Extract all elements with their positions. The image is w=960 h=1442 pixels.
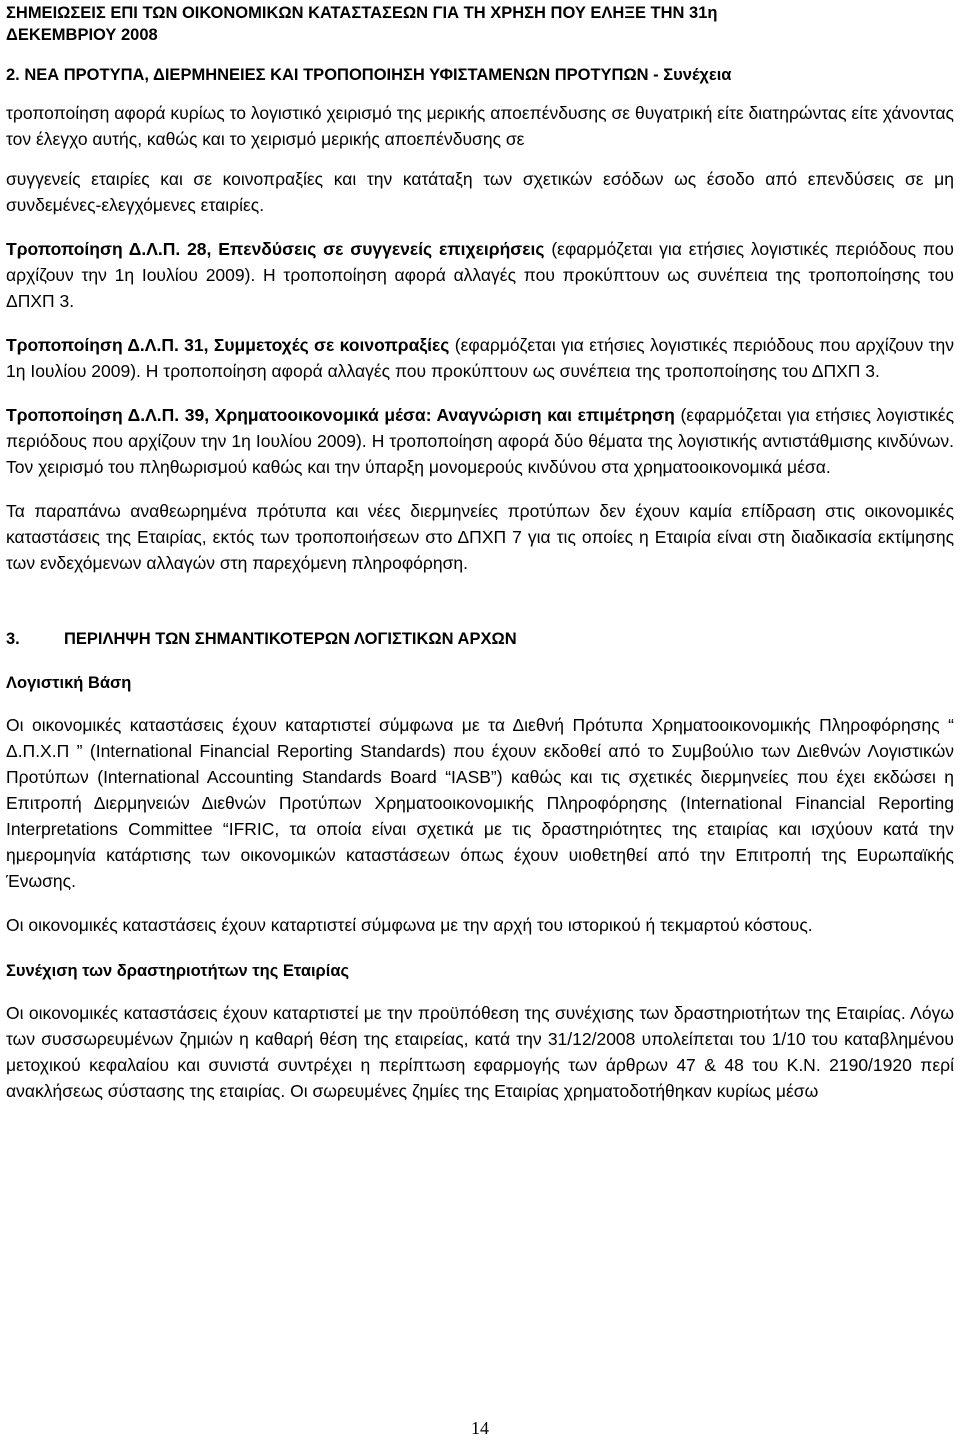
section-3-number: 3. — [6, 630, 20, 648]
amendment-ias-31-text: (εφαρμόζεται για ετήσιες λογιστικές περιόδους που αρχίζουν την 1η Ιουλίου 2009). Η τροποποίηση αφορά αλλαγές που προκύπτουν ως συνέπεια της τροποποίησης του ΔΠΧΠ 3. — [6, 335, 955, 381]
amendment-ias-28 — [6, 236, 954, 314]
accounting-basis-paragraph-2: Οι οικονομικές καταστάσεις έχουν καταρτιστεί σύμφωνα με την αρχή του ιστορικού ή τεκμαρτού κόστους. — [6, 915, 813, 935]
amendment-ias-28-label: Τροποποίηση Δ.Λ.Π. 28, Επενδύσεις σε συγγενείς επιχειρήσεις — [6, 239, 545, 259]
accounting-basis-title: Λογιστική Βάση — [6, 674, 132, 692]
section-2-intro-b: συγγενείς εταιρίες και σε κοινοπραξίες και την κατάταξη των σχετικών εσόδων ως έσοδο από επενδύσεις σε μη συνδεμένες-ελεγχόμενες εταιρίες. — [6, 169, 954, 215]
section-2-summary: Τα παραπάνω αναθεωρημένα πρότυπα και νέες διερμηνείες προτύπων δεν έχουν καμία επίδραση στις οικονομικές καταστάσεις της Εταιρίας, εκτός των τροποποιήσεων στο ΔΠΧΠ 7 για τις οποίες η Εταιρία είναι στη διαδικασία εκτίμησης των ενδεχόμενων αλλαγών στη παρεχόμενη πληροφόρηση. — [6, 501, 954, 573]
section-3-title: ΠΕΡΙΛΗΨΗ ΤΩΝ ΣΗΜΑΝΤΙΚΟΤΕΡΩΝ ΛΟΓΙΣΤΙΚΩΝ ΑΡΧΩΝ — [64, 630, 517, 648]
section-3-heading — [6, 628, 954, 650]
amendment-ias-31-label: Τροποποίηση Δ.Λ.Π. 31, Συμμετοχές σε κοινοπραξίες — [6, 335, 450, 355]
going-concern-paragraph: Οι οικονομικές καταστάσεις έχουν καταρτιστεί με την προϋπόθεση της συνέχισης των δραστηριοτήτων της Εταιρίας. Λόγω των συσσωρευμένων ζημιών η καθαρή θέση της εταιρείας, κατά την 31/12/2008 υπολείπεται του 1/10 του καταβλημένου μετοχικού κεφαλαίου και συνιστά συντρέχει η περίπτωση εφαρμογής των άρθρων 47 & 48 του Κ.Ν. 2190/1920 περί ανακλήσεως σύστασης της εταιρίας. Οι σωρευμένες ζημίες της Εταιρίας χρηματοδοτήθηκαν κυρίως μέσω — [6, 1003, 954, 1101]
amendment-ias-39-label: Τροποποίηση Δ.Λ.Π. 39, Χρηματοοικονομικά μέσα: Αναγνώριση και επιμέτρηση — [6, 405, 675, 425]
amendment-ias-39-text: (εφαρμόζεται για ετήσιες λογιστικές περιόδους που αρχίζουν την 1η Ιουλίου 2009). Η τροποποίηση αφορά δύο θέματα της λογιστικής αντιστάθμισης κινδύνων. Τον χειρισμό του πληθωρισμού καθώς και την ύπαρξη μονομερούς κινδύνου στα χρηματοοικονομικά μέσα. — [6, 405, 954, 477]
accounting-basis-paragraph-1: Οι οικονομικές καταστάσεις έχουν καταρτιστεί σύμφωνα με τα Διεθνή Πρότυπα Χρηματοοικονομικής Πληροφόρησης “ Δ.Π.Χ.Π ” (International Financial Reporting Standards) που έχουν εκδοθεί από το Συμβούλιο των Διεθνών Λογιστικών Προτύπων (International Accounting Standards Board “IASB”) καθώς και τις σχετικές διερμηνείες που έχει εκδώσει η Επιτροπή Διερμηνειών Διεθνών Προτύπων Χρηματοοικονομικής Πληροφόρησης (International Financial Reporting Interpretations Committee “IFRIC, τα οποία είναι σχετικά με τις δραστηριότητες της εταιρίας και ισχύουν κατά την ημερομηνία κατάρτισης των οικονομικών καταστάσεων όπως έχουν υιοθετηθεί από την Επιτροπή της Ευρωπαϊκής Ένωσης. — [6, 715, 954, 891]
amendment-ias-31 — [6, 332, 954, 384]
header-line-1: ΣΗΜΕΙΩΣΕΙΣ ΕΠΙ ΤΩΝ ΟΙΚΟΝΟΜΙΚΩΝ ΚΑΤΑΣΤΑΣΕΩΝ ΓΙΑ ΤΗ ΧΡΗΣΗ ΠΟΥ ΕΛΗΞΕ ΤΗΝ 31η — [6, 4, 718, 22]
section-2-intro-a: τροποποίηση αφορά κυρίως το λογιστικό χειρισμό της μερικής αποεπένδυσης σε θυγατρική είτε διατηρώντας είτε χάνοντας τον έλεγχο αυτής, καθώς και το χειρισμό μερικής αποεπένδυσης σε — [6, 103, 954, 149]
page-number: 14 — [471, 1418, 489, 1438]
section-2-title: 2. ΝΕΑ ΠΡΟΤΥΠΑ, ΔΙΕΡΜΗΝΕΙΕΣ ΚΑΙ ΤΡΟΠΟΠΟΙΗΣΗ ΥΦΙΣΤΑΜΕΝΩΝ ΠΡΟΤΥΠΩΝ - Συνέχεια — [6, 66, 732, 84]
header-line-2: ΔΕΚΕΜΒΡΙΟΥ 2008 — [6, 26, 158, 44]
amendment-ias-28-text: (εφαρμόζεται για ετήσιες λογιστικές περιόδους που αρχίζουν την 1η Ιουλίου 2009). Η τροποποίηση αφορά αλλαγές που προκύπτουν ως συνέπεια της τροποποίησης του ΔΠΧΠ 3. — [6, 239, 954, 311]
document-header — [6, 2, 954, 46]
going-concern-title: Συνέχιση των δραστηριοτήτων της Εταιρίας — [6, 962, 350, 980]
amendment-ias-39 — [6, 402, 954, 480]
